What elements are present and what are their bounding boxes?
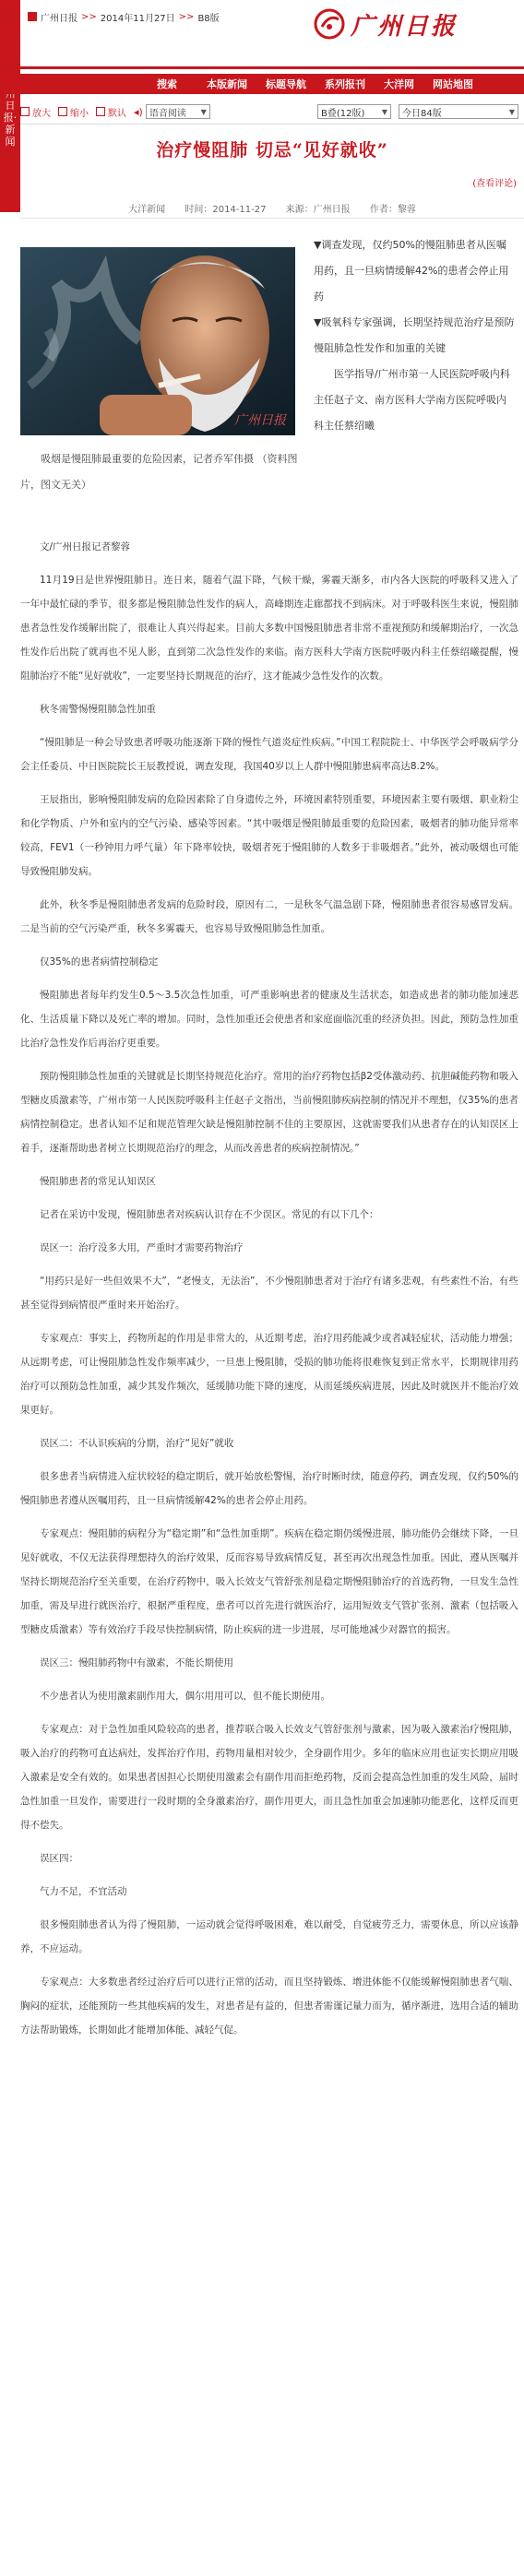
meta-author: 作者：黎蓉 — [369, 205, 416, 215]
section-heading: 仅35%的患者病情控制稳定 — [40, 956, 159, 967]
meta-divider — [20, 218, 524, 219]
chevron-down-icon: ▼ — [508, 107, 515, 116]
page-select-value: B叠(12版) — [321, 108, 365, 119]
body-paragraph: 预防慢阻肺急性加重的关键就是长期坚持规范化治疗。常用的治疗药物包括β2受体激动药、抗胆碱能药物和吸入型糖皮质激素等，广州市第一人民医院呼吸科主任赵子文指出，当前慢阻肺疾病控制的情况并不理想，仅35%的患者病情控制稳定。患者认知不足和规范管理欠缺是慢阻肺控制不佳的主要原因，这就需要我们从患者存在的认知误区上着手，逐渐帮助患者树立长期规范治疗的理念，从而改善患者的疾病控制情况。” — [20, 1071, 518, 1154]
header-divider — [20, 66, 524, 69]
reading-toolbar — [20, 101, 524, 122]
zoom-out-label: 缩小 — [70, 108, 89, 119]
body-paragraph: 11月19日是世界慢阻肺日。连日来，随着气温下降，气候干燥，雾霾天渐多，市内各大医院的呼吸科又进入了一年中最忙碌的季节，很多都是慢阻肺急性发作的病人，高峰期连走廊都找不到病床。对于呼吸科医生来说，慢阻肺患者急性发作缓解出院了，很难让人真兴得起来。目前大多数中国慢阻肺患者非常不重视预防和缓解期治疗，一次急性发作后出院了就再也不见人影，直到第二次急性发作的来临。南方医科大学南方医院呼吸内科主任蔡绍曦提醒，慢阻肺治疗不能“见好就收”，一定要坚持长期规范的治疗，这才能减少急性发作的次数。 — [20, 575, 518, 682]
lead-doctors: 医学指导/广州市第一人民医院呼吸内科主任赵子文、南方医科大学南方医院呼吸内科主任蔡绍曦 — [314, 368, 510, 432]
section-heading: 慢阻肺患者的常见认知误区 — [40, 1176, 156, 1187]
logo-emblem-icon — [314, 8, 345, 40]
article-meta — [20, 201, 524, 215]
logo-text: 广州日报 — [351, 12, 458, 41]
chevron-down-icon: ▼ — [381, 107, 387, 116]
nav-item-page-news[interactable]: 本版新闻 — [207, 78, 247, 90]
nav-item-series[interactable]: 系列报刊 — [325, 78, 365, 90]
meta-time: 时间：2014-11-27 — [185, 205, 267, 215]
view-comments-link[interactable]: (查看评论) — [472, 179, 517, 189]
article-body — [20, 535, 518, 2051]
photo-watermark: 广州日报 — [234, 413, 286, 428]
nav-item-dayoo[interactable]: 大洋网 — [384, 78, 414, 90]
body-paragraph: “用药只是好一些但效果不大”，“老慢支，无法治”，不少慢阻肺患者对于治疗有诸多悲观，有些素性不治，有些甚至觉得到病情很严重时来开始治疗。 — [20, 1276, 518, 1311]
body-paragraph: 专家观点：慢阻肺的病程分为“稳定期”和“急性加重期”。疾病在稳定期仍缓慢进展，肺功能仍会继续下降，一旦见好就收，不仅无法获得理想持久的治疗效果，反而容易导致病情反复，甚至再次出现急性加重。因此，遵从医嘱并坚持长期规范治疗至关重要，在治疗药物中，吸入长效支气管舒张剂是稳定期慢阻肺治疗的首选药物，一旦发生急性加重，需及早进行就医治疗，根据严重程度，患者可以首先进行就医治疗，运用短效支气管扩张剂、激素（包括吸入型糖皮质激素）等有效治疗手段尽快控制病情，防止疾病的进一步进展，尽可能地减少对器官的损害。 — [20, 1528, 518, 1635]
masthead — [0, 0, 524, 53]
meta-source: 大洋新闻 — [128, 205, 166, 215]
page-select[interactable] — [317, 104, 391, 119]
zoom-out-button[interactable] — [58, 105, 89, 119]
section-heading: 误区三：慢阻肺药物中有激素，不能长期使用 — [40, 1657, 233, 1668]
site-logo[interactable] — [314, 6, 517, 42]
breadcrumb — [28, 9, 220, 24]
voice-read-button[interactable] — [134, 104, 210, 119]
breadcrumb-icon — [28, 12, 37, 21]
body-paragraph: 很多患者当病情进入症状较轻的稳定期后，就开始放松警惕，治疗时断时续，随意停药，调查发现，仅约50%的慢阻肺患者遵从医嘱用药，且一旦病情缓解42%的患者会停止用药。 — [20, 1471, 518, 1506]
breadcrumb-separator: >> — [81, 11, 97, 22]
zoom-in-label: 放大 — [32, 108, 51, 119]
smoker-photo-illustration — [20, 247, 295, 435]
default-size-label: 默认 — [108, 108, 126, 119]
body-paragraph: “慢阻肺是一种会导致患者呼吸功能逐渐下降的慢性气道炎症性疾病。”中国工程院院士、中华医学会呼吸病学分会主任委员、中日医院院长王辰教授说，调查发现，我国40岁以上人群中慢阻肺患病率高达8.2%。 — [20, 737, 518, 772]
body-paragraph: 王辰指出，影响慢阻肺发病的危险因素除了自身遗传之外，环境因素特别重要，环境因素主要有吸烟、职业粉尘和化学物质、户外和室内的空气污染、感染等因素。“其中吸烟是慢阻肺最重要的危险因素，吸烟者的肺功能异常率较高，FEV1（一秒钟用力呼气量）年下降率较快，吸烟者死于慢阻肺的人数多于非吸烟者。”此外，被动吸烟也可能导致慢阻肺发病。 — [20, 794, 518, 877]
byline: 文/广州日报记者黎蓉 — [40, 541, 131, 552]
body-paragraph: 专家观点：大多数患者经过治疗后可以进行正常的活动，而且坚持锻炼、增进体能不仅能缓解慢阻肺患者气喘、胸闷的症状，还能预防一些其他疾病的发生，对患者是有益的，但患者需谨记量力而为，循序渐进，选用合适的辅助方法帮助锻炼，长期如此才能增加体能、减轻气促。 — [20, 1977, 518, 2036]
breadcrumb-separator: >> — [178, 11, 195, 22]
body-paragraph: 慢阻肺患者每年约发生0.5～3.5次急性加重，可严重影响患者的健康及生活状态，如造成患者的肺功能加速恶化、生活质量下降以及死亡率的增加。同时，急性加重还会使患者和家庭面临沉重的经济负担。因此，预防急性加重比治疗急性发作后再治疗更重要。 — [20, 990, 518, 1049]
body-paragraph: 不少患者认为使用激素副作用大，偶尔用用可以，但不能长期使用。 — [40, 1691, 330, 1702]
section-heading: 误区一：治疗没多大用，严重时才需要药物治疗 — [40, 1242, 244, 1253]
section-heading: 气力不足，不宜活动 — [40, 1886, 127, 1897]
body-paragraph: 很多慢阻肺患者认为得了慢阻肺，一运动就会觉得呼吸困难，难以耐受，自觉疲劳乏力，需要休息，所以应该静养，不应运动。 — [20, 1919, 518, 1954]
nav-item-sitemap[interactable]: 网站地图 — [433, 78, 473, 90]
zoom-in-button[interactable] — [20, 105, 51, 119]
lead-point-1: ▼调查发现，仅约50%的慢阻肺患者从医嘱用药，且一旦病情缓解42%的患者会停止用药 — [314, 239, 509, 303]
breadcrumb-date-link[interactable]: 2014年11月27日 — [100, 13, 175, 24]
breadcrumb-page-link[interactable]: B8版 — [197, 13, 220, 24]
body-paragraph: 记者在采访中发现，慢阻肺患者对疾病认识存在不少误区。常见的有以下几个： — [40, 1209, 379, 1220]
article-title: 治疗慢阻肺 切忌“见好就收” — [156, 140, 388, 160]
article-lead — [314, 232, 515, 439]
section-heading: 误区二：不认识疾病的分期，治疗“见好”就收 — [40, 1438, 234, 1449]
side-strip — [0, 0, 20, 212]
body-paragraph: 此外，秋冬季是慢阻肺患者发病的危险时段，原因有二，一是秋冬气温急剧下降，慢阻肺患者很容易感冒发病。二是当前的空气污染严重，秋冬多雾霾天，也容易导致慢阻肺急性加重。 — [20, 899, 518, 934]
edition-select[interactable] — [399, 104, 518, 119]
toolbar-divider — [20, 124, 524, 125]
side-strip-text: 日报·新闻 — [3, 100, 18, 148]
voice-read-select[interactable] — [146, 104, 210, 119]
speaker-icon: ◂) — [134, 105, 143, 118]
article-photo — [20, 247, 295, 435]
section-heading: 误区四： — [40, 1853, 78, 1864]
lead-point-2: ▼吸氧科专家强调，长期坚持规范治疗是预防慢阻肺急性发作和加重的关键 — [314, 316, 515, 354]
breadcrumb-home-link[interactable]: 广州日报 — [41, 13, 77, 24]
edition-select-value: 今日84版 — [402, 108, 442, 119]
zoom-in-icon — [20, 107, 30, 116]
chevron-down-icon: ▼ — [200, 107, 207, 116]
section-heading: 秋冬需警惕慢阻肺急性加重 — [40, 704, 156, 715]
voice-read-label: 语音阅读 — [149, 108, 186, 119]
zoom-out-icon — [58, 107, 67, 116]
body-paragraph: 专家观点：事实上，药物所起的作用是非常大的，从近期考虑，治疗用药能减少或者减轻症状，活动能力增强；从远期考虑，可让慢阻肺急性发作频率减少，一旦患上慢阻肺，受损的肺功能将很难恢复到正常水平，长期规律用药治疗可以预防急性加重，减少其发作频次，延缓肺功能下降的速度，从而延缓疾病进展，因此及时就医并不能治疗效果更好。 — [20, 1333, 518, 1416]
meta-origin: 来源：广州日报 — [285, 205, 351, 215]
photo-caption: 吸烟是慢阻肺最重要的危险因素，记者乔军伟摄 （资料图片，图文无关） — [20, 453, 298, 491]
body-paragraph: 专家观点：对于急性加重风险较高的患者，推荐联合吸入长效支气管舒张剂与激素，因为吸入激素治疗慢阻肺，吸入治疗的药物可直达病灶，发挥治疗作用，药物用量相对较少，全身副作用少。多年的临床应用也证实长期应用吸入激素是安全有效的。如果患者因担心长期使用激素会有副作用而拒绝药物，反而会提高急性加重的发生风险，届时急性加重一旦发作，需要进行一段时期的全身激素治疗，副作用更大，而且急性加重会加速肺功能恶化，这样反而更得不偿失。 — [20, 1724, 518, 1831]
nav-search-link[interactable]: 搜索 — [157, 78, 177, 90]
nav-item-title-nav[interactable]: 标题导航 — [266, 78, 306, 90]
default-size-button[interactable] — [96, 105, 126, 119]
default-size-icon — [96, 107, 105, 116]
main-nav — [0, 74, 524, 94]
